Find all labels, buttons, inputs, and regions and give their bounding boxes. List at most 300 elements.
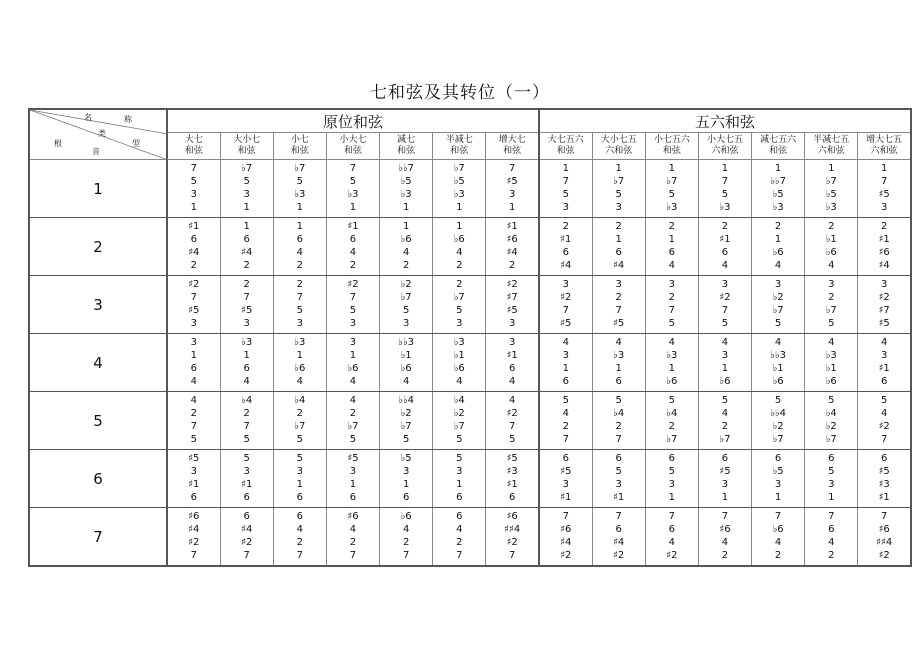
chord-note: 3 bbox=[456, 466, 463, 477]
chord-cell bbox=[539, 276, 592, 334]
chord-note: 7 bbox=[880, 434, 888, 445]
chord-note: 6 bbox=[190, 492, 197, 503]
chord-cell bbox=[273, 276, 326, 334]
chord-note: ♯2 bbox=[878, 292, 890, 303]
chord-notes-stack bbox=[752, 453, 804, 504]
column-header bbox=[167, 133, 220, 160]
chord-note: ♭6 bbox=[294, 363, 306, 374]
chord-notes-stack bbox=[646, 395, 698, 446]
column-header bbox=[805, 133, 858, 160]
chord-note: ♭6 bbox=[347, 363, 359, 374]
chord-notes-stack bbox=[593, 221, 645, 272]
chord-cell bbox=[433, 450, 486, 508]
chord-note: 6 bbox=[402, 492, 410, 503]
chord-note: ♯2 bbox=[560, 292, 572, 303]
corner-label-xing: 型 bbox=[132, 139, 140, 148]
chord-note: 5 bbox=[721, 189, 729, 200]
column-header bbox=[592, 133, 645, 160]
chord-notes-stack bbox=[221, 163, 273, 214]
chord-note: 7 bbox=[721, 305, 729, 316]
column-header-line: 和弦 bbox=[769, 146, 788, 156]
chord-note: 1 bbox=[668, 234, 676, 245]
chord-note: 3 bbox=[190, 466, 197, 477]
chord-note: ♭4 bbox=[294, 395, 306, 406]
group-header-row bbox=[29, 109, 911, 133]
chord-note: ♯5 bbox=[878, 189, 890, 200]
chord-note: ♯1 bbox=[188, 221, 200, 232]
chord-note: ♯2 bbox=[613, 550, 625, 561]
chord-note: 2 bbox=[190, 408, 197, 419]
chord-notes-stack bbox=[699, 395, 751, 446]
column-header bbox=[326, 133, 379, 160]
chord-notes-stack bbox=[486, 511, 538, 562]
chord-cell bbox=[433, 218, 486, 276]
chord-note: ♭3 bbox=[772, 202, 784, 213]
chord-note: ♭♭7 bbox=[770, 176, 787, 187]
chord-notes-stack bbox=[540, 337, 592, 388]
chord-note: ♯2 bbox=[878, 550, 890, 561]
chord-note: 2 bbox=[774, 221, 782, 232]
chord-cell bbox=[486, 276, 539, 334]
chord-note: 7 bbox=[243, 292, 250, 303]
chord-note: 1 bbox=[615, 363, 622, 374]
chord-note: 5 bbox=[721, 395, 729, 406]
chord-note: 1 bbox=[828, 163, 835, 174]
chord-note: 4 bbox=[456, 376, 463, 387]
chord-cell bbox=[858, 450, 911, 508]
chord-note: 2 bbox=[774, 550, 782, 561]
root-note-cell: 5 bbox=[29, 392, 167, 450]
chord-note: ♭7 bbox=[719, 434, 731, 445]
chord-note: ♯4 bbox=[613, 260, 625, 271]
chord-note: ♭3 bbox=[347, 189, 359, 200]
chord-cell bbox=[380, 450, 433, 508]
column-header-line: 六和弦 bbox=[711, 146, 739, 156]
chord-note: ♭6 bbox=[825, 376, 837, 387]
chord-note: 1 bbox=[615, 163, 622, 174]
chord-cell bbox=[645, 334, 698, 392]
chord-note: 3 bbox=[668, 479, 676, 490]
chord-notes-stack bbox=[752, 395, 804, 446]
chord-note: 7 bbox=[828, 511, 835, 522]
chord-note: 2 bbox=[615, 292, 622, 303]
chord-note: 4 bbox=[828, 260, 835, 271]
chord-note: 1 bbox=[402, 221, 410, 232]
chord-note: ♯6 bbox=[188, 511, 200, 522]
chord-cell bbox=[752, 334, 805, 392]
chord-note: 2 bbox=[668, 221, 676, 232]
chord-note: ♯4 bbox=[241, 247, 253, 258]
chord-cell bbox=[380, 276, 433, 334]
chord-note: 1 bbox=[296, 221, 304, 232]
chord-cell bbox=[273, 450, 326, 508]
chord-notes-stack bbox=[433, 337, 485, 388]
chord-notes-stack bbox=[699, 453, 751, 504]
chord-note: ♯1 bbox=[878, 363, 890, 374]
chord-note: 4 bbox=[349, 247, 357, 258]
chord-notes-stack bbox=[858, 511, 910, 562]
chord-note: ♭7 bbox=[347, 421, 359, 432]
chord-note: ♯5 bbox=[506, 305, 518, 316]
chord-cell bbox=[752, 450, 805, 508]
chord-note: ♭4 bbox=[825, 408, 837, 419]
column-header-line: 小大七 bbox=[339, 135, 367, 145]
chord-note: ♯2 bbox=[506, 279, 518, 290]
chord-note: 1 bbox=[880, 163, 888, 174]
chord-notes-stack bbox=[168, 337, 220, 388]
chord-note: 6 bbox=[456, 492, 463, 503]
chord-note: 2 bbox=[721, 421, 729, 432]
chord-note: ♯3 bbox=[878, 479, 890, 490]
chord-note: 5 bbox=[243, 453, 250, 464]
group-title-root-position: 原位和弦 bbox=[167, 109, 539, 133]
chord-note: 6 bbox=[296, 492, 304, 503]
chord-cell bbox=[698, 160, 751, 218]
chord-note: 3 bbox=[349, 318, 357, 329]
chord-notes-stack bbox=[858, 395, 910, 446]
chord-note: 1 bbox=[721, 363, 729, 374]
chord-note: 3 bbox=[349, 337, 357, 348]
chord-note: 2 bbox=[243, 408, 250, 419]
chord-note: 6 bbox=[190, 363, 197, 374]
chord-notes-stack bbox=[805, 163, 857, 214]
chord-note: 7 bbox=[562, 511, 569, 522]
chord-notes-stack bbox=[752, 337, 804, 388]
chord-note: 2 bbox=[296, 408, 304, 419]
chord-note: ♯6 bbox=[506, 234, 518, 245]
chord-notes-stack bbox=[433, 221, 485, 272]
chord-cell bbox=[380, 392, 433, 450]
chord-note: 2 bbox=[296, 279, 304, 290]
chord-note: 4 bbox=[721, 337, 729, 348]
chord-cell bbox=[752, 508, 805, 567]
chord-note: ♯6 bbox=[719, 524, 731, 535]
chord-note: 7 bbox=[615, 305, 622, 316]
chord-notes-stack bbox=[858, 453, 910, 504]
chord-note: ♯4 bbox=[613, 537, 625, 548]
chord-note: 1 bbox=[828, 492, 835, 503]
chord-note: ♭7 bbox=[825, 305, 837, 316]
chord-note: ♯♯4 bbox=[876, 537, 893, 548]
chord-cell bbox=[698, 218, 751, 276]
chord-note: 5 bbox=[190, 434, 197, 445]
column-header-line: 和弦 bbox=[343, 146, 362, 156]
chord-notes-stack bbox=[380, 453, 432, 504]
chord-note: 3 bbox=[880, 202, 888, 213]
chord-notes-stack bbox=[327, 279, 379, 330]
chord-notes-stack bbox=[540, 395, 592, 446]
chord-note: 1 bbox=[349, 350, 357, 361]
chord-note: ♯5 bbox=[506, 176, 518, 187]
chord-note: 2 bbox=[456, 537, 463, 548]
chord-cell bbox=[326, 450, 379, 508]
chord-note: 2 bbox=[349, 537, 357, 548]
chord-note: 7 bbox=[243, 421, 250, 432]
chord-note: ♯1 bbox=[506, 479, 518, 490]
chord-cell bbox=[645, 392, 698, 450]
chord-notes-stack bbox=[805, 453, 857, 504]
chord-note: 7 bbox=[774, 511, 782, 522]
chord-note: ♯2 bbox=[188, 537, 200, 548]
chord-note: 3 bbox=[190, 189, 197, 200]
chord-note: 3 bbox=[508, 337, 516, 348]
chord-note: 1 bbox=[190, 202, 197, 213]
chord-note: 2 bbox=[456, 260, 463, 271]
chord-note: 7 bbox=[721, 176, 729, 187]
chord-note: 2 bbox=[296, 260, 304, 271]
chord-notes-stack bbox=[221, 511, 273, 562]
chord-note: 1 bbox=[456, 221, 463, 232]
chord-note: 5 bbox=[456, 453, 463, 464]
chord-notes-stack bbox=[486, 163, 538, 214]
chord-notes-stack bbox=[327, 337, 379, 388]
chord-cell bbox=[698, 276, 751, 334]
chord-note: 3 bbox=[668, 279, 676, 290]
chord-note: 5 bbox=[828, 395, 835, 406]
chord-notes-stack bbox=[486, 221, 538, 272]
root-row bbox=[29, 160, 911, 218]
chord-note: 4 bbox=[402, 524, 410, 535]
chord-note: 5 bbox=[349, 305, 357, 316]
chord-note: 7 bbox=[402, 550, 410, 561]
chord-note: ♭5 bbox=[825, 189, 837, 200]
chord-note: 1 bbox=[402, 479, 410, 490]
chord-note: 5 bbox=[562, 395, 569, 406]
chord-notes-stack bbox=[805, 221, 857, 272]
chord-note: ♭♭4 bbox=[770, 408, 787, 419]
chord-note: 7 bbox=[456, 550, 463, 561]
chord-note: ♯7 bbox=[878, 305, 890, 316]
chord-notes-stack bbox=[540, 511, 592, 562]
chord-note: 4 bbox=[774, 260, 782, 271]
chord-note: 4 bbox=[668, 337, 676, 348]
chord-note: ♯1 bbox=[347, 221, 359, 232]
chord-note: 6 bbox=[668, 247, 676, 258]
chord-cell bbox=[220, 334, 273, 392]
chord-note: ♭6 bbox=[400, 511, 412, 522]
column-header-line: 减七五六 bbox=[760, 135, 797, 145]
chord-note: 3 bbox=[721, 350, 729, 361]
chord-note: ♯1 bbox=[188, 479, 200, 490]
chord-note: 2 bbox=[880, 221, 888, 232]
chord-note: 3 bbox=[190, 318, 197, 329]
root-note-cell: 2 bbox=[29, 218, 167, 276]
column-header bbox=[486, 133, 539, 160]
chord-notes-stack bbox=[327, 163, 379, 214]
chord-note: ♯5 bbox=[506, 453, 518, 464]
chord-note: 6 bbox=[562, 247, 569, 258]
column-header-line: 六和弦 bbox=[870, 146, 898, 156]
chord-note: 6 bbox=[190, 234, 197, 245]
chord-notes-stack bbox=[752, 511, 804, 562]
chord-note: 5 bbox=[668, 189, 676, 200]
chord-note: 2 bbox=[296, 537, 304, 548]
column-header-line: 大七 bbox=[184, 135, 203, 145]
chord-note: 6 bbox=[615, 376, 622, 387]
chord-cell bbox=[539, 508, 592, 567]
chord-note: 4 bbox=[774, 337, 782, 348]
chord-note: ♭4 bbox=[613, 408, 625, 419]
chord-cell bbox=[858, 160, 911, 218]
chord-note: 3 bbox=[615, 202, 622, 213]
root-row bbox=[29, 276, 911, 334]
corner-label-cheng: 称 bbox=[124, 115, 132, 124]
column-header-line: 和弦 bbox=[503, 146, 522, 156]
chord-note: 2 bbox=[508, 260, 516, 271]
column-header-line: 六和弦 bbox=[605, 146, 633, 156]
chord-note: ♯6 bbox=[506, 511, 518, 522]
chord-note: 4 bbox=[243, 376, 250, 387]
chord-note: 3 bbox=[880, 350, 888, 361]
chord-cell bbox=[273, 392, 326, 450]
chord-note: ♭3 bbox=[241, 337, 253, 348]
chord-note: ♭3 bbox=[453, 337, 465, 348]
chord-note: ♯5 bbox=[560, 318, 572, 329]
chord-notes-stack bbox=[380, 337, 432, 388]
chord-note: 5 bbox=[880, 395, 888, 406]
chord-cell bbox=[326, 276, 379, 334]
chord-cell bbox=[167, 450, 220, 508]
chord-note: 3 bbox=[402, 466, 410, 477]
chord-cell bbox=[858, 334, 911, 392]
chord-cell bbox=[698, 450, 751, 508]
chord-cell bbox=[167, 276, 220, 334]
chord-notes-stack bbox=[168, 163, 220, 214]
chord-note: 5 bbox=[190, 176, 197, 187]
chord-note: 2 bbox=[456, 279, 463, 290]
chord-note: ♭♭3 bbox=[398, 337, 415, 348]
chord-cell bbox=[539, 160, 592, 218]
chord-note: 2 bbox=[615, 221, 622, 232]
chord-notes-stack bbox=[646, 163, 698, 214]
chord-note: 5 bbox=[615, 466, 622, 477]
chord-cell bbox=[220, 450, 273, 508]
chord-note: 6 bbox=[243, 511, 250, 522]
chord-note: 3 bbox=[562, 479, 569, 490]
chord-cell bbox=[380, 218, 433, 276]
chord-note: 3 bbox=[508, 318, 516, 329]
chord-notes-stack bbox=[168, 279, 220, 330]
chord-note: ♭3 bbox=[294, 337, 306, 348]
chord-cell bbox=[592, 160, 645, 218]
chord-note: 4 bbox=[668, 537, 676, 548]
chord-note: ♭5 bbox=[400, 453, 412, 464]
chord-note: 5 bbox=[828, 318, 835, 329]
chord-cell bbox=[698, 334, 751, 392]
chord-note: 2 bbox=[828, 221, 835, 232]
chord-note: 4 bbox=[456, 247, 463, 258]
chord-notes-stack bbox=[168, 221, 220, 272]
chord-note: 4 bbox=[828, 537, 835, 548]
chord-note: 1 bbox=[668, 363, 676, 374]
chord-note: 7 bbox=[190, 292, 197, 303]
chord-notes-stack bbox=[274, 511, 326, 562]
chord-note: 7 bbox=[615, 434, 622, 445]
corner-label-gen: 根 bbox=[54, 139, 62, 148]
chord-notes-stack bbox=[221, 395, 273, 446]
chord-notes-stack bbox=[433, 453, 485, 504]
chord-cell bbox=[486, 160, 539, 218]
chord-note: 5 bbox=[668, 318, 676, 329]
chord-notes-stack bbox=[168, 453, 220, 504]
chord-note: 2 bbox=[190, 260, 197, 271]
column-header-line: 半减七 bbox=[445, 135, 473, 145]
chord-note: ♯5 bbox=[347, 453, 359, 464]
chord-note: 5 bbox=[349, 434, 357, 445]
chord-notes-stack bbox=[699, 221, 751, 272]
chord-cell bbox=[486, 218, 539, 276]
chord-cell bbox=[858, 276, 911, 334]
chord-note: 7 bbox=[190, 163, 197, 174]
chord-note: ♭7 bbox=[294, 163, 306, 174]
chord-note: 7 bbox=[615, 511, 622, 522]
chord-cell bbox=[858, 392, 911, 450]
chord-cell bbox=[380, 160, 433, 218]
column-header-line: 增大七 bbox=[498, 135, 526, 145]
chord-cell bbox=[592, 334, 645, 392]
chord-note: ♭3 bbox=[294, 189, 306, 200]
chord-notes-stack bbox=[221, 221, 273, 272]
chord-note: 5 bbox=[562, 189, 569, 200]
chord-note: 2 bbox=[349, 408, 357, 419]
chord-cell bbox=[805, 276, 858, 334]
chord-note: 4 bbox=[349, 376, 357, 387]
chord-note: 1 bbox=[774, 234, 782, 245]
root-row bbox=[29, 508, 911, 567]
chord-note: 2 bbox=[668, 292, 676, 303]
chord-note: ♭7 bbox=[453, 421, 465, 432]
chord-note: ♭4 bbox=[241, 395, 253, 406]
chord-cell bbox=[273, 334, 326, 392]
column-header-line: 大小七 bbox=[233, 135, 261, 145]
chord-note: ♯2 bbox=[719, 292, 731, 303]
chord-note: 1 bbox=[562, 363, 569, 374]
chord-cell bbox=[220, 392, 273, 450]
chord-note: ♭6 bbox=[400, 363, 412, 374]
chord-note: 5 bbox=[615, 395, 622, 406]
chord-notes-stack bbox=[221, 453, 273, 504]
chord-note: 6 bbox=[880, 453, 888, 464]
chord-note: ♭2 bbox=[772, 421, 784, 432]
chord-note: ♯1 bbox=[878, 492, 890, 503]
chord-note: ♭3 bbox=[613, 350, 625, 361]
chord-note: 7 bbox=[508, 421, 516, 432]
chord-cell bbox=[326, 392, 379, 450]
chord-note: 5 bbox=[402, 434, 410, 445]
chord-note: ♯5 bbox=[878, 466, 890, 477]
chord-note: 4 bbox=[190, 395, 197, 406]
chord-notes-stack bbox=[274, 337, 326, 388]
chord-notes-stack bbox=[540, 221, 592, 272]
chord-note: 1 bbox=[243, 202, 250, 213]
chord-cell bbox=[273, 160, 326, 218]
chord-note: 7 bbox=[296, 292, 304, 303]
column-header-line: 大小七五 bbox=[600, 135, 637, 145]
chord-note: 7 bbox=[880, 176, 888, 187]
chord-cell bbox=[805, 450, 858, 508]
chord-note: ♯4 bbox=[241, 524, 253, 535]
chord-note: 5 bbox=[402, 305, 410, 316]
chord-note: ♭3 bbox=[400, 189, 412, 200]
chord-note: ♯2 bbox=[506, 408, 518, 419]
chord-note: 3 bbox=[402, 318, 410, 329]
chord-notes-stack bbox=[327, 453, 379, 504]
chord-note: 4 bbox=[402, 247, 410, 258]
chord-note: ♭6 bbox=[719, 376, 731, 387]
chord-note: ♯7 bbox=[506, 292, 518, 303]
column-header-line: 和弦 bbox=[450, 146, 469, 156]
chord-note: 5 bbox=[243, 176, 250, 187]
